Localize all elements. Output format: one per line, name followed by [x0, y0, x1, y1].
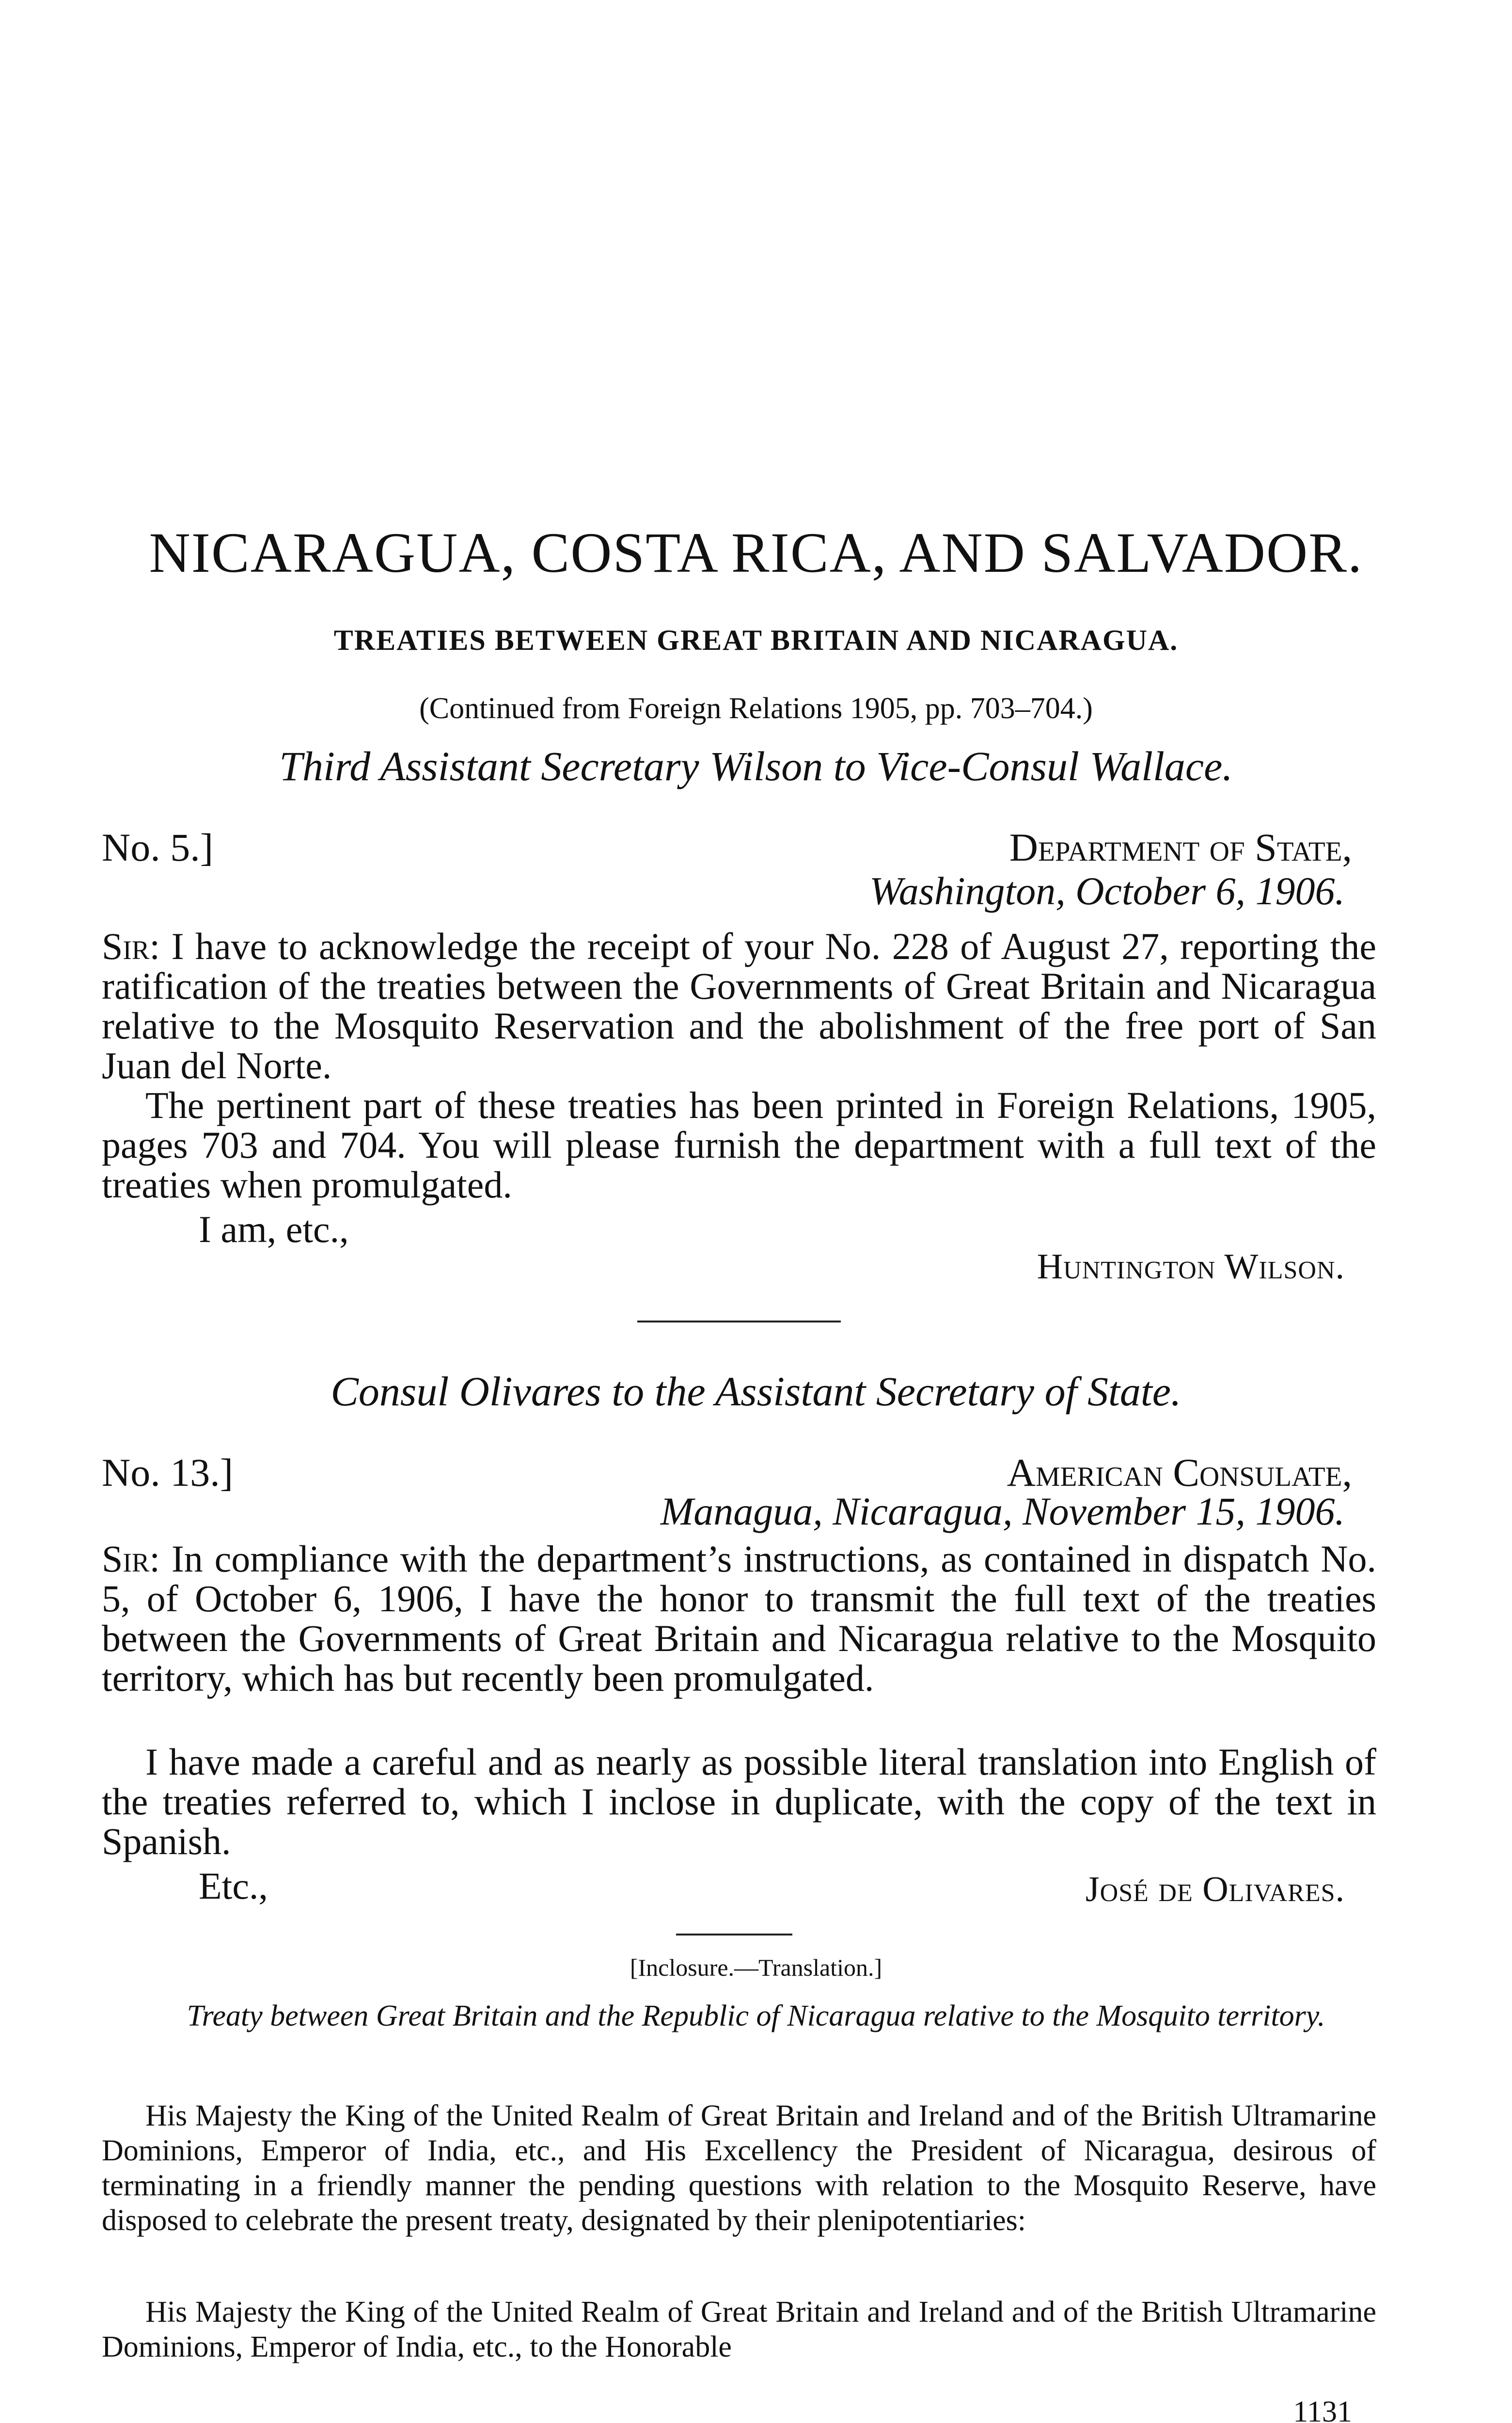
- letter2-place-date: Managua, Nicaragua, November 15, 1906.: [660, 1489, 1345, 1533]
- letter1-place-date: Washington, October 6, 1906.: [869, 869, 1345, 913]
- letter2-from: American Consulate,: [1007, 1450, 1352, 1495]
- treaty-title: Treaty between Great Britain and the Republic of Nicaragua relative to the Mosquito territory.: [187, 1999, 1325, 2032]
- section-divider: [676, 1934, 792, 1935]
- letter1-signature: Huntington Wilson.: [1037, 1247, 1345, 1287]
- letter2-number: No. 13.]: [102, 1450, 234, 1495]
- letter2-closing: Etc.,: [199, 1865, 268, 1907]
- letter2-paragraph-1-text: : In compliance with the department’s instructions, as contained in dispatch No. 5, of October 6, 1906, I have the honor to transmit the full text of the treaties between the Governments of Great Britain and Nicaragua relative to the Mosquito territory, which has but recently been promulgated.: [102, 1538, 1376, 1699]
- continued-note: (Continued from Foreign Relations 1905, pp. 703–704.): [419, 692, 1093, 725]
- letter1-closing: I am, etc.,: [199, 1208, 349, 1250]
- letter1-salutation: Sir: [102, 925, 150, 967]
- letter1-paragraph-2: The pertinent part of these treaties has been printed in Foreign Relations, 1905, pages 703 and 704. You will please furnish the department with a full text of the treaties when promulgated.: [102, 1084, 1376, 1206]
- section-divider: [637, 1321, 841, 1322]
- letter1-from: Department of State,: [1009, 825, 1352, 869]
- letter2-paragraph-2: I have made a careful and as nearly as possible literal translation into English of the treaties referred to, which I inclose in duplicate, with the copy of the text in Spanish.: [102, 1741, 1376, 1862]
- letter2-paragraph-1: [102, 1539, 1376, 1698]
- letter1-paragraph-1-text: : I have to acknowledge the receipt of your No. 228 of August 27, reporting the ratification of the treaties between the Governments of Great Britain and Nicaragua relative to the Mosquito Reservation and the abolishment of the free port of San Juan del Norte.: [102, 925, 1376, 1086]
- letter2-salutation: Sir: [102, 1538, 150, 1580]
- treaty-paragraph-2: His Majesty the King of the United Realm of Great Britain and Ireland and of the British Ultramarine Dominions, Emperor of India, etc., to the Honorable: [102, 2296, 1376, 2363]
- section-subtitle: TREATIES BETWEEN GREAT BRITAIN AND NICARAGUA.: [333, 624, 1179, 656]
- inclosure-label: [Inclosure.—Translation.]: [630, 1954, 882, 1981]
- page-title: NICARAGUA, COSTA RICA, AND SALVADOR.: [149, 521, 1363, 584]
- letter1-paragraph-1: [102, 927, 1376, 1086]
- letter1-heading: Third Assistant Secretary Wilson to Vice-Consul Wallace.: [279, 743, 1233, 789]
- treaty-paragraph-1: His Majesty the King of the United Realm of Great Britain and Ireland and of the British Ultramarine Dominions, Emperor of India, etc., and His Excellency the President of Nicaragua, desirous of terminating in a friendly manner the pending questions with relation to the Mosquito Reserve, have disposed to celebrate the present treaty, designated by their plenipotentiaries:: [102, 2099, 1376, 2237]
- letter2-heading: Consul Olivares to the Assistant Secretary of State.: [331, 1368, 1181, 1415]
- letter1-number: No. 5.]: [102, 825, 214, 869]
- letter2-signature: José de Olivares.: [1085, 1870, 1345, 1909]
- page-number: 1131: [1293, 2395, 1352, 2423]
